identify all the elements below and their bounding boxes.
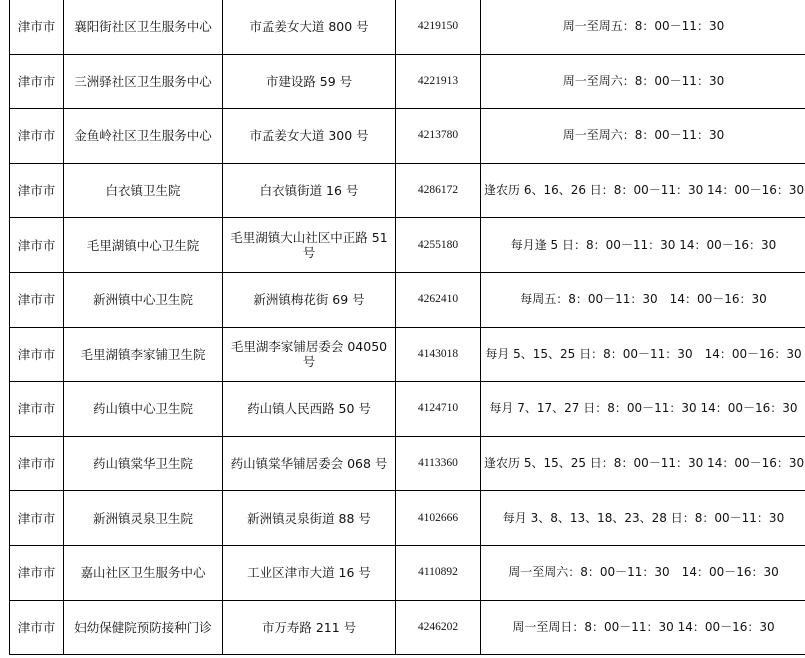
phone-cell: 4221913 [396, 54, 481, 109]
table-row [10, 163, 805, 218]
address-cell: 毛里湖镇大山社区中正路 51 号 [223, 218, 396, 273]
address-cell: 药山镇棠华铺居委会 068 号 [223, 436, 396, 491]
address-cell: 市万寿路 211 号 [223, 600, 396, 655]
hours-cell: 周一至周六：8：00－11：30 14：00－16：30 [481, 545, 805, 600]
hours-cell: 周一至周六：8：00－11：30 [481, 109, 805, 164]
phone-cell: 4102666 [396, 491, 481, 546]
phone-cell: 4110892 [396, 545, 481, 600]
table-row [10, 327, 805, 382]
hours-cell: 逢农历 6、16、26 日：8：00－11：30 14：00－16：30 [481, 163, 805, 218]
city-cell: 津市市 [10, 600, 64, 655]
address-cell: 新洲镇梅花街 69 号 [223, 272, 396, 327]
hours-cell: 每月 3、8、13、18、23、28 日：8：00－11：30 [481, 491, 805, 546]
phone-cell: 4213780 [396, 109, 481, 164]
phone-cell: 4113360 [396, 436, 481, 491]
phone-cell: 4246202 [396, 600, 481, 655]
phone-cell: 4255180 [396, 218, 481, 273]
city-cell: 津市市 [10, 163, 64, 218]
phone-cell: 4124710 [396, 382, 481, 437]
table-row [10, 545, 805, 600]
phone-cell: 4262410 [396, 272, 481, 327]
city-cell: 津市市 [10, 109, 64, 164]
clinic-name-cell: 新洲镇灵泉卫生院 [64, 491, 223, 546]
phone-cell: 4286172 [396, 163, 481, 218]
clinic-name-cell: 金鱼岭社区卫生服务中心 [64, 109, 223, 164]
table-row [10, 436, 805, 491]
clinic-name-cell: 药山镇中心卫生院 [64, 382, 223, 437]
clinic-table-body [10, 0, 805, 655]
hours-cell: 每月 5、15、25 日：8：00－11：30 14：00－16：30 [481, 327, 805, 382]
table-row [10, 218, 805, 273]
address-cell: 市建设路 59 号 [223, 54, 396, 109]
address-cell: 市孟姜女大道 300 号 [223, 109, 396, 164]
clinic-name-cell: 药山镇棠华卫生院 [64, 436, 223, 491]
clinic-name-cell: 白衣镇卫生院 [64, 163, 223, 218]
clinic-name-cell: 襄阳街社区卫生服务中心 [64, 0, 223, 54]
hours-cell: 周一至周五：8：00－11：30 [481, 0, 805, 54]
table-row [10, 0, 805, 54]
table-row [10, 600, 805, 655]
hours-cell: 每周五：8：00－11：30 14：00－16：30 [481, 272, 805, 327]
city-cell: 津市市 [10, 0, 64, 54]
phone-cell: 4219150 [396, 0, 481, 54]
city-cell: 津市市 [10, 54, 64, 109]
hours-cell: 周一至周六：8：00－11：30 [481, 54, 805, 109]
address-cell: 毛里湖李家铺居委会 04050 号 [223, 327, 396, 382]
table-row [10, 54, 805, 109]
hours-cell: 逢农历 5、15、25 日：8：00－11：30 14：00－16：30 [481, 436, 805, 491]
table-row [10, 272, 805, 327]
clinic-name-cell: 毛里湖镇中心卫生院 [64, 218, 223, 273]
clinic-table [9, 0, 805, 655]
city-cell: 津市市 [10, 218, 64, 273]
phone-cell: 4143018 [396, 327, 481, 382]
hours-cell: 周一至周日：8：00－11：30 14：00－16：30 [481, 600, 805, 655]
hours-cell: 每月 7、17、27 日：8：00－11：30 14：00－16：30 [481, 382, 805, 437]
address-cell: 工业区津市大道 16 号 [223, 545, 396, 600]
hours-cell: 每月逢 5 日：8：00－11：30 14：00－16：30 [481, 218, 805, 273]
table-row [10, 382, 805, 437]
clinic-name-cell: 毛里湖镇李家铺卫生院 [64, 327, 223, 382]
clinic-name-cell: 妇幼保健院预防接种门诊 [64, 600, 223, 655]
city-cell: 津市市 [10, 272, 64, 327]
address-cell: 市孟姜女大道 800 号 [223, 0, 396, 54]
city-cell: 津市市 [10, 545, 64, 600]
clinic-name-cell: 嘉山社区卫生服务中心 [64, 545, 223, 600]
clinic-name-cell: 新洲镇中心卫生院 [64, 272, 223, 327]
table-row [10, 491, 805, 546]
table-row [10, 109, 805, 164]
city-cell: 津市市 [10, 382, 64, 437]
clinic-name-cell: 三洲驿社区卫生服务中心 [64, 54, 223, 109]
city-cell: 津市市 [10, 327, 64, 382]
city-cell: 津市市 [10, 491, 64, 546]
address-cell: 药山镇人民西路 50 号 [223, 382, 396, 437]
city-cell: 津市市 [10, 436, 64, 491]
address-cell: 新洲镇灵泉街道 88 号 [223, 491, 396, 546]
address-cell: 白衣镇街道 16 号 [223, 163, 396, 218]
